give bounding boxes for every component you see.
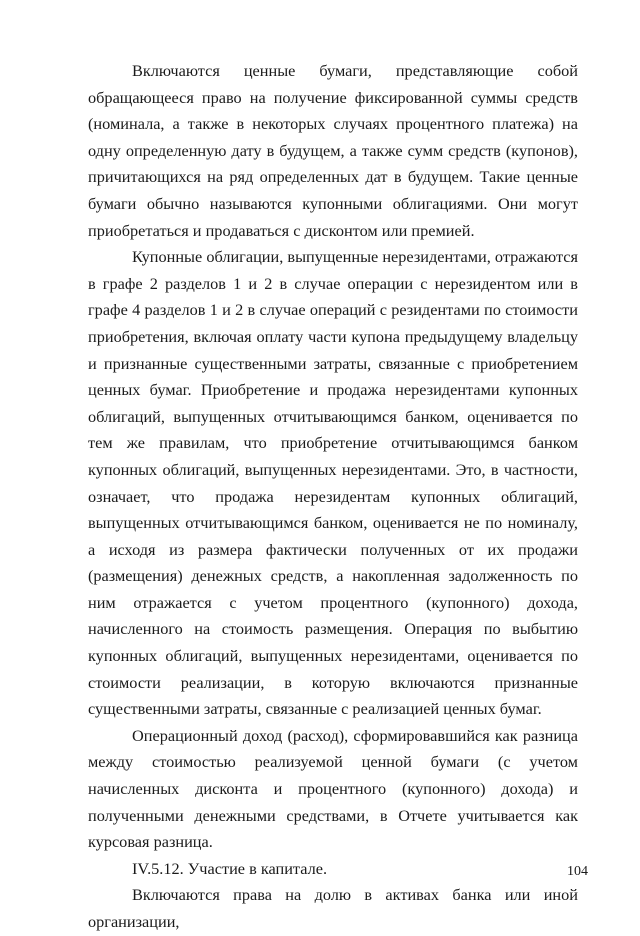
body-text: [88, 58, 578, 936]
paragraph-securities-definition: Включаются ценные бумаги, представляющие собой обращающееся право на получение фиксированной суммы средств (номинала, а также в некоторых случаях процентного платежа) на одну определенную дату в будущем, а также сумм средств (купонов), причитающихся на ряд определенных дат в будущем. Такие ценные бумаги обычно называются купонными облигациями. Они могут приобретаться и продаваться с дисконтом или премией.: [88, 61, 578, 240]
page-number: 104: [567, 864, 588, 879]
paragraph-operating-income: Операционный доход (расход), сформировавшийся как разница между стоимостью реализуемой ценной бумаги (с учетом начисленных дисконта и процентного (купонного) дохода) и полученными денежными средствами, в Отчете учитывается как курсовая разница.: [88, 725, 578, 852]
section-heading: IV.5.12. Участие в капитале.: [132, 858, 328, 878]
paragraph-coupon-bonds-nonresidents: Купонные облигации, выпущенные нерезидентами, отражаются в графе 2 разделов 1 и 2 в случае операции с нерезидентом или в графе 4 разделов 1 и 2 в случае операций с резидентами по стоимости приобретения, включая оплату части купона предыдущему владельцу и признанные существенными затраты, связанные с приобретением ценных бумаг. Приобретение и продажа нерезидентами купонных облигаций, выпущенных отчитывающимся банком, оценивается по тем же правилам, что приобретение отчитывающимся банком купонных облигаций, выпущенных нерезидентами. Это, в частности, означает, что продажа нерезидентам купонных облигаций, выпущенных отчитывающимся банком, оценивается не по номиналу, а исходя из размера фактически полученных от их продажи (размещения) денежных средств, а накопленная задолженность по ним отражается с учетом процентного (купонного) дохода, начисленного на стоимость размещения. Операция по выбытию купонных облигаций, выпущенных нерезидентами, оценивается по стоимости реализации, в которую включаются признанные существенными затраты, связанные с реализацией ценных бумаг.: [88, 247, 578, 719]
paragraph-equity-participation: Включаются права на долю в активах банка или иной организации,: [88, 885, 578, 931]
